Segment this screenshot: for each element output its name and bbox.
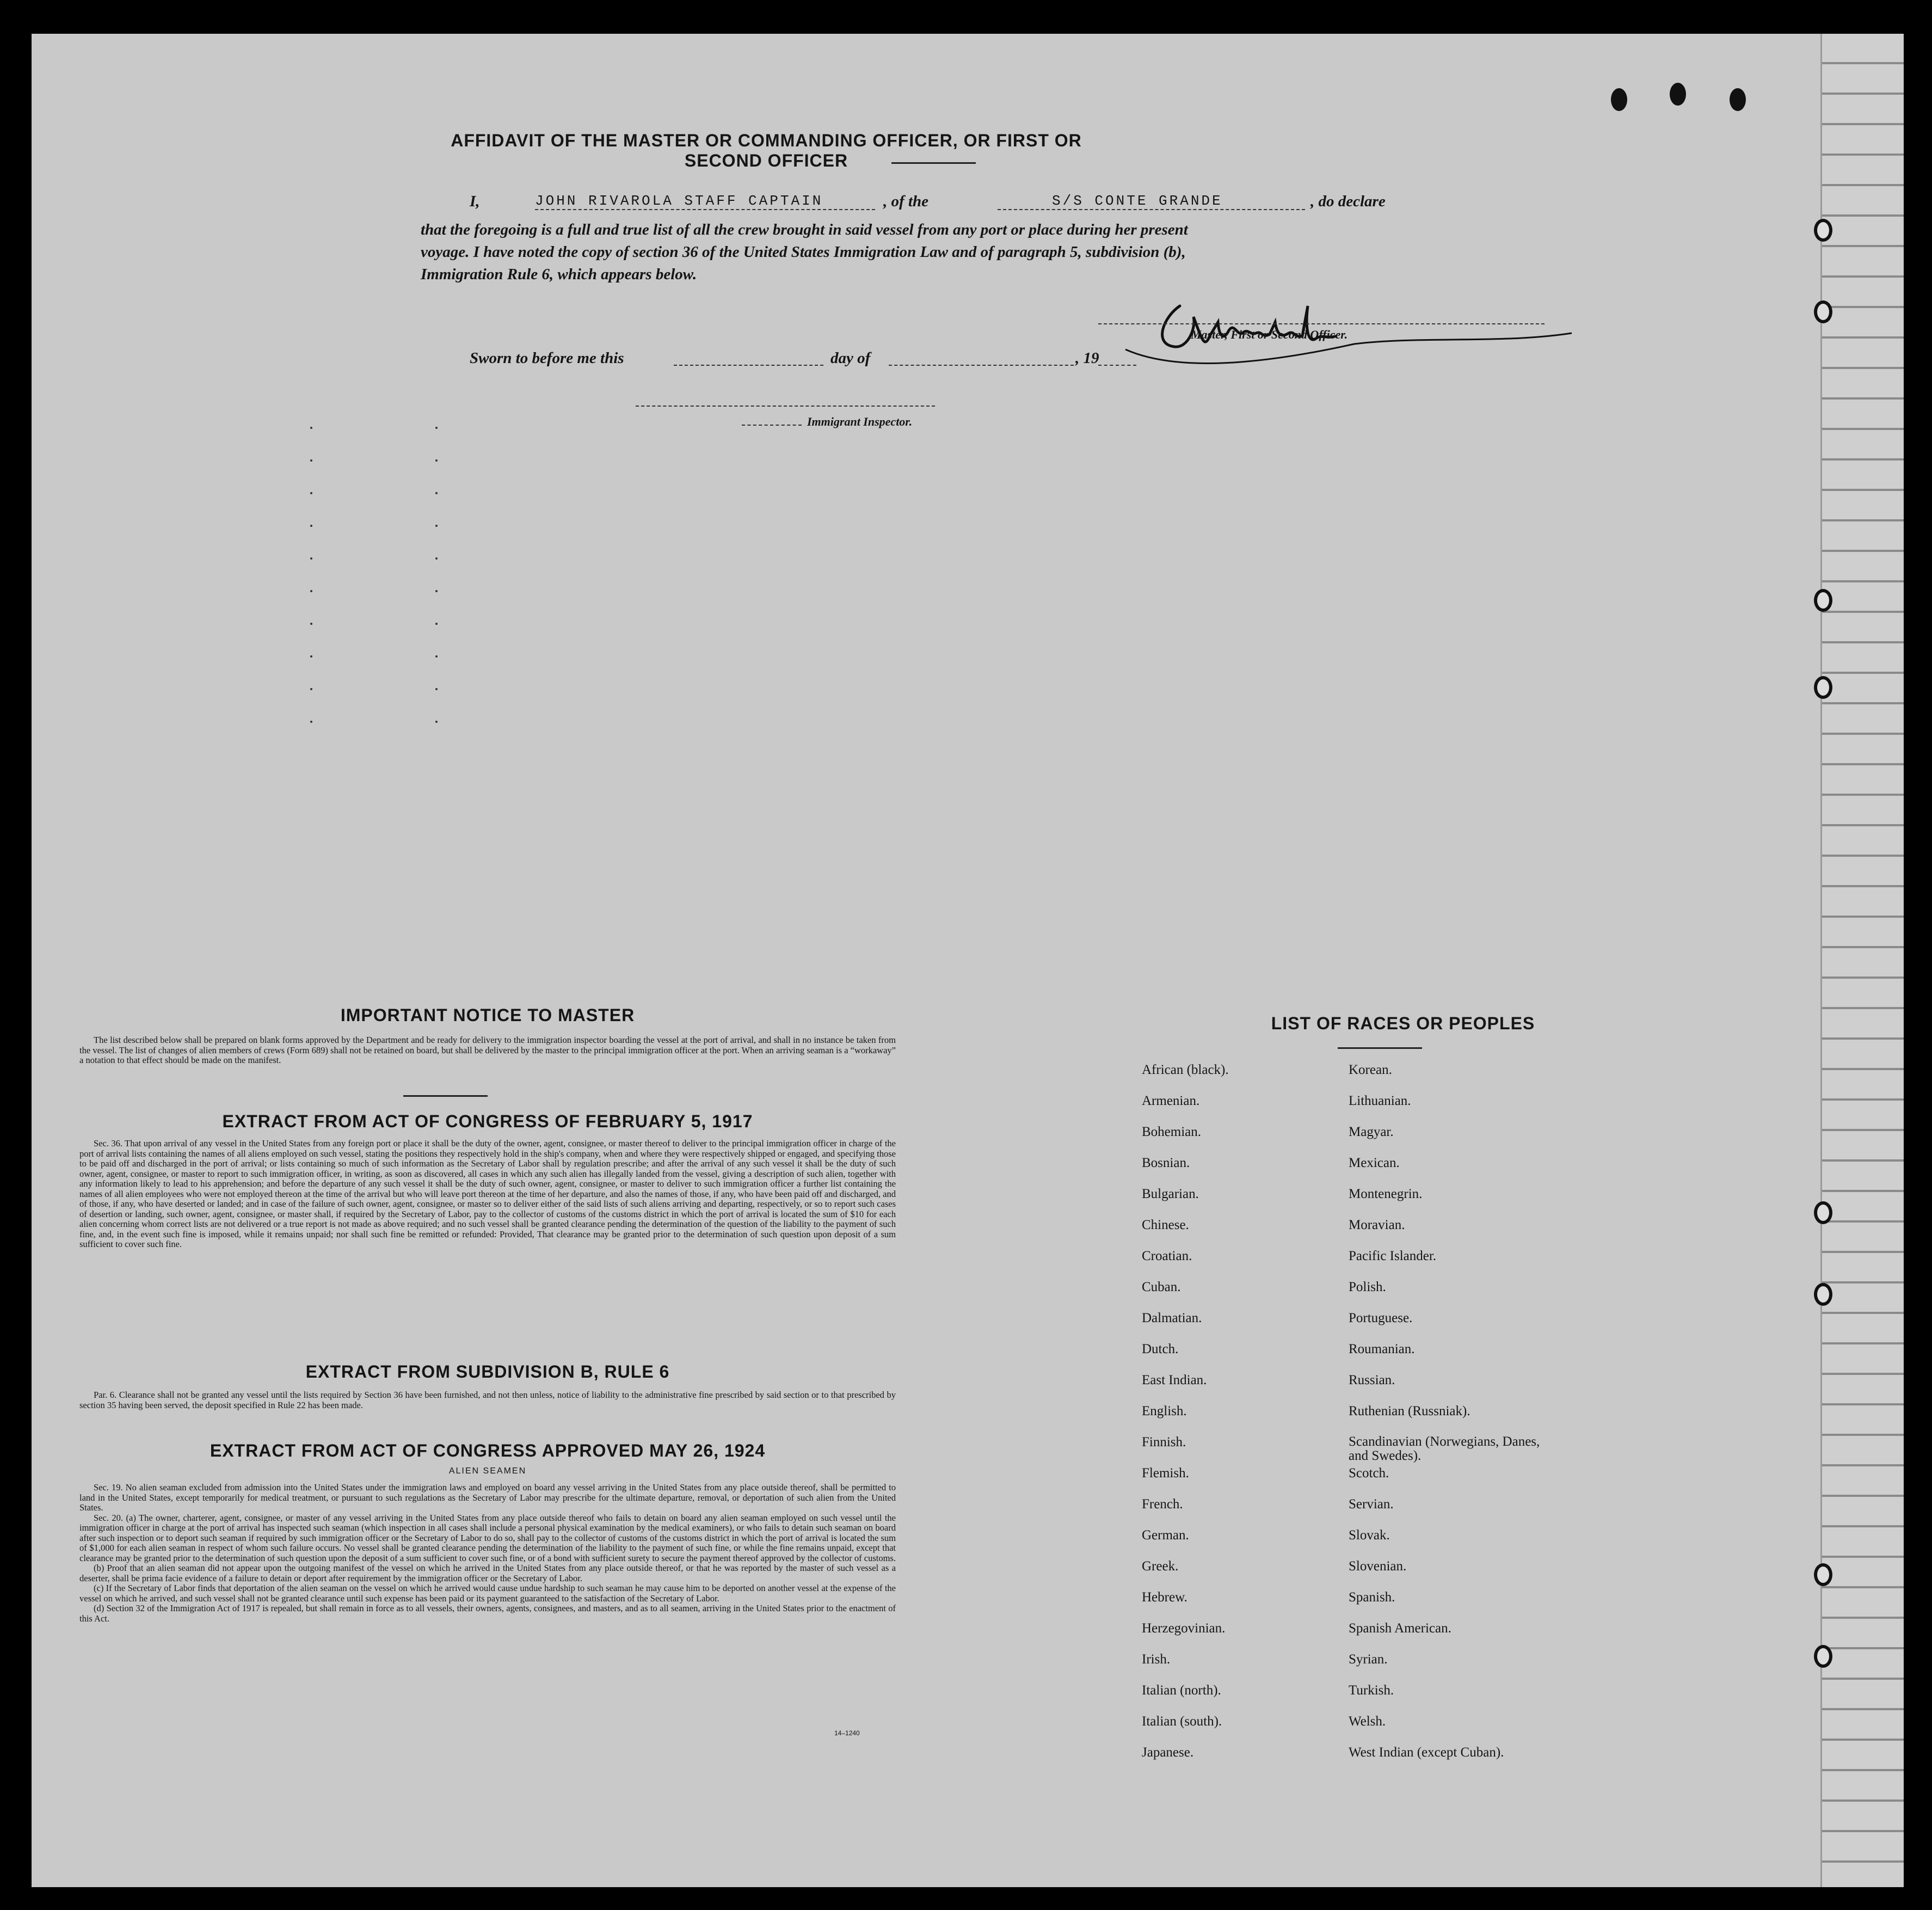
race-item: Ruthenian (Russniak). <box>1349 1404 1470 1418</box>
punch-hole <box>1814 1283 1832 1306</box>
race-item: Slovak. <box>1349 1528 1390 1543</box>
affidavit-title: AFFIDAVIT OF THE MASTER OR COMMANDING OFFICER, OR FIRST OR SECOND OFFICER <box>451 131 1082 170</box>
extract-1917-title: EXTRACT FROM ACT OF CONGRESS OF FEBRUARY 5, 1917 <box>222 1111 753 1131</box>
race-item: French. <box>1142 1497 1183 1512</box>
race-item: West Indian (except Cuban). <box>1349 1745 1504 1760</box>
race-item: Slovenian. <box>1349 1559 1407 1574</box>
race-item: Dalmatian. <box>1142 1311 1202 1325</box>
race-item: Chinese. <box>1142 1218 1189 1232</box>
race-item: Hebrew. <box>1142 1590 1187 1605</box>
race-item: Bosnian. <box>1142 1156 1190 1170</box>
race-item: Flemish. <box>1142 1466 1189 1481</box>
extract-1917-text <box>79 1139 896 1250</box>
race-item: Greek. <box>1142 1559 1179 1574</box>
declarant-name-field[interactable]: JOHN RIVAROLA STAFF CAPTAIN <box>535 193 875 210</box>
par-6-paragraph: Par. 6. Clearance shall not be granted any vessel until the lists required by Section 36 have been furnished, and not then unless, notice of liability to the administrative fine prescribed by said section or to that prescribed by section 35 having been served, the deposit specified in Rule 22 has been made. <box>79 1390 896 1410</box>
punch-hole <box>1611 88 1627 111</box>
title-underline <box>891 162 976 164</box>
affidavit-line-3: voyage. I have noted the copy of section 36 of the United States Immigration Law and of paragraph 5, subdivision (b), <box>421 243 1186 261</box>
race-item: Welsh. <box>1349 1714 1386 1729</box>
inspector-caption: Immigrant Inspector. <box>807 415 913 428</box>
race-item: Mexican. <box>1349 1156 1400 1170</box>
race-item: Bulgarian. <box>1142 1187 1199 1201</box>
notice-text <box>79 1035 896 1066</box>
race-item: Servian. <box>1349 1497 1394 1512</box>
race-item: Lithuanian. <box>1349 1094 1411 1108</box>
notice-title: IMPORTANT NOTICE TO MASTER <box>340 1005 635 1025</box>
punch-hole <box>1814 1645 1832 1668</box>
race-item: Herzegovinian. <box>1142 1621 1226 1636</box>
race-item: Pacific Islander. <box>1349 1249 1437 1263</box>
race-item: Polish. <box>1349 1280 1386 1294</box>
race-item: Cuban. <box>1142 1280 1181 1294</box>
declarant-of-label: , of the <box>883 193 928 210</box>
race-item: Turkish. <box>1349 1683 1394 1698</box>
race-item: English. <box>1142 1404 1187 1418</box>
race-item: Spanish American. <box>1349 1621 1451 1636</box>
affidavit-line-4: Immigration Rule 6, which appears below. <box>421 266 697 283</box>
extract-rule6-title: EXTRACT FROM SUBDIVISION B, RULE 6 <box>305 1362 670 1381</box>
race-item: Armenian. <box>1142 1094 1200 1108</box>
section-36-paragraph: Sec. 36. That upon arrival of any vessel in the United States from any foreign port or place it shall be the duty of the owner, agent, consignee, or master thereof to deliver to the principal immigration officer in charge of the port of arrival lists containing the names of all aliens employed on such vessel, stating the positions they respectively hold in the ship's company, when and where they were respectively shipped or engaged, and specifying those to be paid off and discharged in the port of arrival; or lists containing so much of such information as the Secretary of Labor shall by regulation prescribe; and after the arrival of any such vessel it shall be the duty of such owner, agent, consignee, or master to report to such immigration officer, in writing, as soon as discovered, all cases in which any such alien has illegally landed from the vessel, giving a description of such alien, together with any information likely to lead to his apprehension; and before the departure of any such vessel it shall be the duty of such owner, agent, consignee, or master to deliver to such immigration officer a further list containing the names of all alien employees who were not employed thereon at the time of the arrival but who will leave port thereon at the time of her departure, and also the names of those, if any, who have been paid off and discharged, and of those, if any, who have deserted or landed; and in case of the failure of such owner, agent, consignee, or master so to deliver either of the said lists of such aliens arriving and departing, respectively, or so to report such cases of desertion or landing, such owner, agent, consignee, or master shall, if required by the Secretary of Labor, pay to the collector of customs of the customs district in which the port of arrival is located the sum of $10 for each alien concerning whom correct lists are not delivered or a true report is not made as above required; and no such vessel shall be granted clearance pending the determination of the question of the liability to the payment of such fine, and, in the event such fine is imposed, while it remains unpaid; nor shall such fine be remitted or refunded: Provided, That clearance may be granted prior to the determination of such question upon deposit of a sum sufficient to cover such fine. <box>79 1138 896 1249</box>
race-item: Irish. <box>1142 1652 1171 1667</box>
inspector-signature-line[interactable] <box>636 406 935 407</box>
race-item: Syrian. <box>1349 1652 1388 1667</box>
race-item: African (black). <box>1142 1063 1229 1077</box>
affidavit-body <box>421 219 1482 286</box>
punch-hole <box>1814 589 1832 612</box>
sworn-year-field[interactable] <box>1098 365 1136 366</box>
race-item: Finnish. <box>1142 1435 1186 1450</box>
sworn-day-label: day of <box>830 349 871 367</box>
race-item: Portuguese. <box>1349 1311 1413 1325</box>
race-item: Dutch. <box>1142 1342 1179 1356</box>
punch-hole <box>1814 300 1832 323</box>
sec-20c-paragraph: (c) If the Secretary of Labor finds that deportation of the alien seaman on the vessel on which he arrived would cause undue hardship to such seaman he may cause him to be deported on another vessel at the expense of the vessel on which he arrived, and such vessel shall not be granted clearance until such expense has been paid or its payment guaranteed to the satisfaction of the Secretary of Labor. <box>79 1583 896 1604</box>
punch-hole <box>1814 676 1832 699</box>
race-item: Moravian. <box>1349 1218 1405 1232</box>
race-item: Spanish. <box>1349 1590 1395 1605</box>
race-item: Korean. <box>1349 1063 1392 1077</box>
sworn-year-label: , 19 <box>1075 349 1099 367</box>
vessel-name-field[interactable]: S/S CONTE GRANDE <box>998 193 1305 210</box>
punch-hole <box>1814 1201 1832 1224</box>
race-item: Montenegrin. <box>1349 1187 1423 1201</box>
signature-caption: Master, First or Second Officer. <box>1191 328 1348 341</box>
race-item: Croatian. <box>1142 1249 1192 1263</box>
punch-hole <box>1730 88 1746 111</box>
document-sheet <box>32 34 1904 1887</box>
punch-hole <box>1814 219 1832 242</box>
alien-seamen-subtitle: ALIEN SEAMEN <box>448 1466 527 1476</box>
race-item: Scotch. <box>1349 1466 1389 1481</box>
sec-20b-paragraph: (b) Proof that an alien seaman did not appear upon the outgoing manifest of the vessel on which he arrived in the United States from any place outside thereof, or that he was reported by the master of such vessel as a deserter, shall be prima facie evidence of a failure to detain or deport after requirement by the immigration officer or the Secretary of Labor. <box>79 1563 896 1583</box>
sec-20a-paragraph: Sec. 20. (a) The owner, charterer, agent, consignee, or master of any vessel arriving in the United States from any place outside thereof who fails to detain on board any alien seaman employed on such vessel until the immigration officer in charge at the port of arrival has inspected such seaman (which inspection in all cases shall include a personal physical examination by the medical examiners), or who fails to detain such seaman on board after such inspection or to deport such seaman if required by such immigration officer or the Secretary of Labor to do so, shall pay to the collector of customs of the customs district in which the port of arrival is located the sum of $1,000 for each alien seaman in respect of whom such failure occurs. No vessel shall be granted clearance pending the determination of the liability to the payment of such fine, or while the fine remains unpaid, except that clearance may be granted prior to the determination of such question upon the deposit of a sum sufficient to cover such fine, or of a bond with sufficient surety to secure the payment thereof approved by the collector of customs. <box>79 1512 896 1563</box>
declare-label: , do declare <box>1310 193 1386 210</box>
race-item: Scandinavian (Norwegians, Danes, and Swedes). <box>1349 1434 1540 1463</box>
race-item: German. <box>1142 1528 1189 1543</box>
race-item: Russian. <box>1349 1373 1395 1387</box>
sec-19-paragraph: Sec. 19. No alien seaman excluded from admission into the United States under the immigration laws and employed on board any vessel arriving in the United States from any place outside thereof, shall be permitted to land in the United States, except temporarily for medical treatment, or pursuant to such regulations as the Secretary of Labor may prescribe for the ultimate departure, removal, or deportation of such alien from the United States. <box>79 1482 896 1513</box>
signature-line <box>1098 323 1545 324</box>
race-item: Magyar. <box>1349 1125 1394 1139</box>
affidavit-line-2: that the foregoing is a full and true list of all the crew brought in said vessel from any port or place during her present <box>421 221 1188 238</box>
races-title: LIST OF RACES OR PEOPLES <box>1271 1014 1535 1033</box>
underlying-page-strip <box>1820 34 1904 1887</box>
form-number: 14–1240 <box>834 1729 860 1737</box>
race-item: East Indian. <box>1142 1373 1207 1387</box>
notice-paragraph: The list described below shall be prepared on blank forms approved by the Department and be ready for delivery to the immigration inspector boarding the vessel at the port of arrival, and shall in no instance be taken from the vessel. The list of changes of alien members of crews (Form 689) shall not be retained on board, but shall be delivered by the master to the principal immigration officer at the port. When an arriving seaman is a “workaway” a notation to that effect should be made on the manifest. <box>79 1035 896 1065</box>
sworn-day-field[interactable] <box>674 365 823 366</box>
race-item: Italian (north). <box>1142 1683 1221 1698</box>
punch-hole <box>1814 1563 1832 1586</box>
sec-20d-paragraph: (d) Section 32 of the Immigration Act of 1917 is repealed, but shall remain in force as to all vessels, their owners, agents, consignees, and masters, and as to all seamen, arriving in the United States prior to the enactment of this Act. <box>79 1603 896 1624</box>
extract-1924-title: EXTRACT FROM ACT OF CONGRESS APPROVED MAY 26, 1924 <box>210 1441 766 1460</box>
race-item: Bohemian. <box>1142 1125 1202 1139</box>
race-item: Japanese. <box>1142 1745 1194 1760</box>
sworn-label: Sworn to before me this <box>470 349 624 367</box>
sworn-month-field[interactable] <box>889 365 1074 366</box>
punch-hole <box>1670 83 1686 106</box>
extract-rule6-text <box>79 1390 896 1410</box>
race-item: Italian (south). <box>1142 1714 1222 1729</box>
extract-1924-text <box>79 1483 896 1624</box>
declarant-prefix: I, <box>470 193 480 210</box>
race-item: Roumanian. <box>1349 1342 1415 1356</box>
